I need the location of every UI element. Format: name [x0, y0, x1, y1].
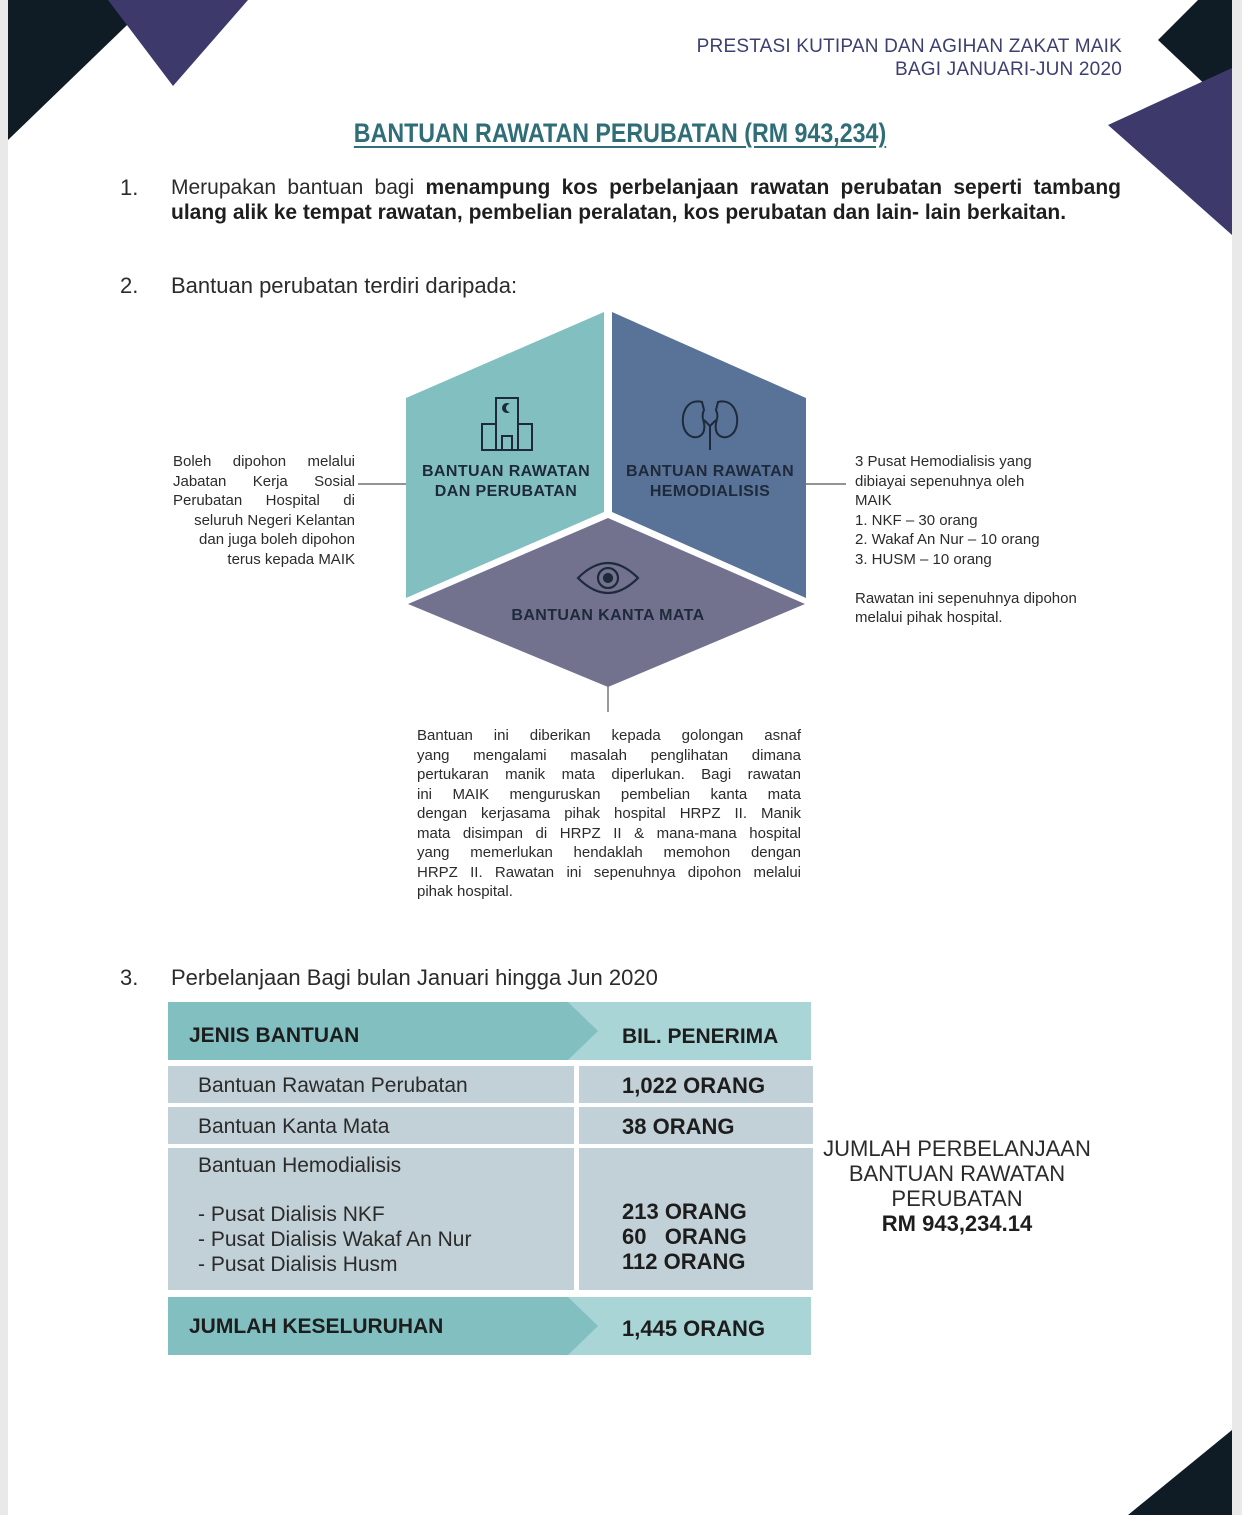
table-total-label: JUMLAH KESELURUHAN [189, 1315, 444, 1338]
note-left-line: terus kepada MAIK [227, 550, 355, 568]
note-bottom-line: yang mengalami masalah penglihatan dimana [417, 746, 801, 764]
note-right-line: 1. NKF – 30 orang [855, 511, 978, 529]
page-title: BANTUAN RAWATAN PERUBATAN (RM 943,234) [353, 118, 887, 148]
segment-1-line-2: DAN PERUBATAN [434, 483, 578, 500]
header-line-1: PRESTASI KUTIPAN DAN AGIHAN ZAKAT MAIK [696, 36, 1122, 57]
hemo-item-3-value: 112 ORANG [622, 1249, 746, 1274]
segment-2-line-2: HEMODIALISIS [649, 483, 771, 500]
note-right-line: 2. Wakaf An Nur – 10 orang [855, 531, 1040, 548]
section-1-text: Merupakan bantuan bagi [171, 176, 426, 199]
note-left-line: seluruh Negeri Kelantan [194, 511, 355, 529]
hemo-item-2-label: - Pusat Dialisis Wakaf An Nur [198, 1228, 472, 1251]
section-3-number: 3. [120, 965, 139, 990]
document-page [8, 0, 1232, 1515]
note-right-line: 3 Pusat Hemodialisis yang [855, 453, 1032, 470]
note-bottom-line: yang memerlukan hendaklah memohon dengan [417, 844, 801, 861]
note-left-line: Jabatan Kerja Sosial [173, 472, 355, 490]
hemo-item-2-value: 60 ORANG [622, 1224, 747, 1249]
note-left-line: Perubatan Hospital di [173, 492, 355, 509]
note-left-line: dan juga boleh dipohon [199, 531, 355, 548]
segment-label-kanta-mata: BANTUAN KANTA MATA [511, 607, 705, 624]
note-bottom-line: mata disimpan di HRPZ II & mana-mana hospital [417, 824, 801, 842]
table-background [8, 0, 1232, 1515]
note-right-line: 3. HUSM – 10 orang [855, 550, 992, 568]
note-bottom-line: ini MAIK menguruskan pembelian kanta mata [417, 785, 801, 803]
section-2-heading: Bantuan perubatan terdiri daripada: [171, 273, 518, 298]
summary-line-3: PERUBATAN [891, 1186, 1023, 1211]
row-1-label: Bantuan Rawatan Perubatan [198, 1074, 468, 1097]
expenditure-summary [816, 1136, 1098, 1236]
section-1-bold-text: menampung kos perbelanjaan rawatan perubatan seperti tambang ulang alik ke tempat rawatan, pembelian peralatan, kos perubatan dan lain- lain berkaitan. [171, 176, 1121, 224]
note-bottom-line: dengan kerjasama pihak hospital HRPZ II. Manik [417, 805, 801, 822]
hemo-item-1-value: 213 ORANG [622, 1199, 747, 1224]
hemo-item-1-label: - Pusat Dialisis NKF [198, 1203, 385, 1226]
row-2-label: Bantuan Kanta Mata [198, 1115, 390, 1138]
note-right-line: Rawatan ini sepenuhnya dipohon [855, 589, 1077, 607]
section-3-heading: Perbelanjaan Bagi bulan Januari hingga Jun 2020 [171, 965, 658, 990]
header-line-2: BAGI JANUARI-JUN 2020 [895, 59, 1122, 80]
summary-line-2: BANTUAN RAWATAN [848, 1161, 1066, 1186]
note-right-line: melalui pihak hospital. [855, 609, 1003, 626]
table-header-col2: BIL. PENERIMA [622, 1025, 779, 1048]
section-1-number: 1. [120, 175, 139, 200]
note-right-line: dibiayai sepenuhnya oleh [855, 472, 1025, 490]
note-bottom-line: Bantuan ini diberikan kepada golongan asnaf [417, 727, 801, 744]
note-bottom-line: pihak hospital. [417, 883, 513, 900]
note-left-line: Boleh dipohon melalui [173, 453, 355, 470]
row-1-value: 1,022 ORANG [622, 1073, 766, 1098]
row-3-label: Bantuan Hemodialisis [198, 1154, 402, 1177]
segment-1-line-1: BANTUAN RAWATAN [421, 463, 591, 480]
summary-line-1: JUMLAH PERBELANJAAN [823, 1136, 1091, 1161]
note-bottom-line: pertukaran manik mata diperlukan. Bagi rawatan [417, 766, 801, 783]
note-bottom-line: HRPZ II. Rawatan ini sepenuhnya dipohon melalui [417, 863, 801, 881]
segment-2-line-1: BANTUAN RAWATAN [625, 463, 795, 480]
hemo-item-3-label: - Pusat Dialisis Husm [198, 1253, 398, 1276]
table-header-col1: JENIS BANTUAN [189, 1024, 360, 1047]
note-right-line: MAIK [855, 492, 892, 509]
summary-amount: RM 943,234.14 [881, 1211, 1033, 1236]
section-2-number: 2. [120, 273, 139, 298]
row-2-value: 38 ORANG [622, 1114, 735, 1139]
table-total-value: 1,445 ORANG [622, 1316, 766, 1341]
